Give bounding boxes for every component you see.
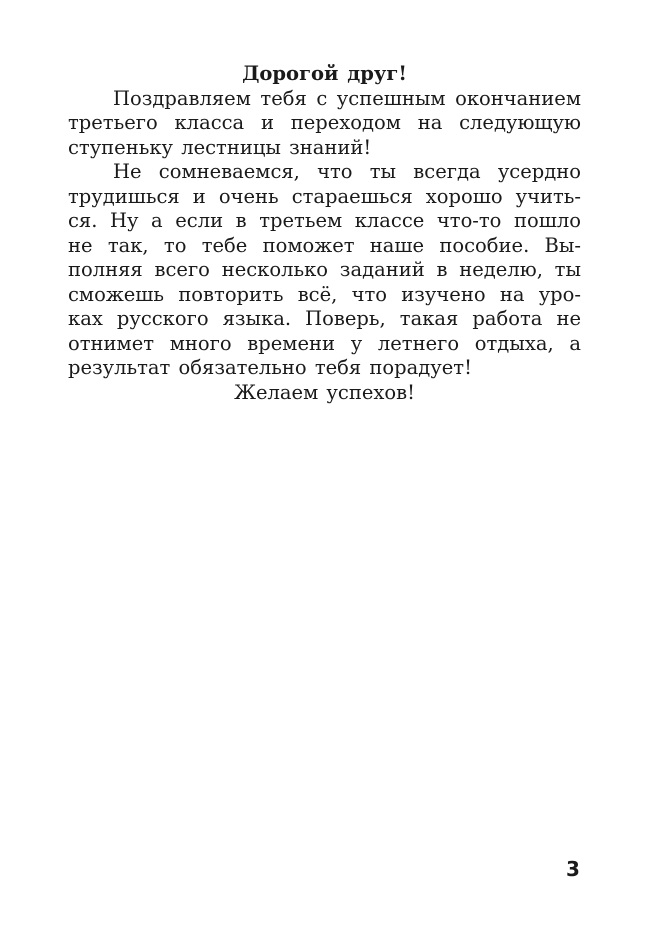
text-line: ступеньку лестницы знаний! — [68, 135, 372, 159]
letter-text — [68, 62, 581, 405]
text-line: не так, то тебе поможет наше пособие. Вы- — [68, 233, 581, 257]
text-line: сможешь повторить всё, что изучено на уро- — [68, 282, 581, 306]
text-line: ках русского языка. Поверь, такая работа не — [68, 307, 581, 330]
letter-title: Дорогой друг! — [242, 62, 407, 85]
text-line: ся. Ну а если в третьем классе что-то пошло — [68, 209, 581, 232]
text-line: Не сомневаемся, что ты всегда усердно — [113, 160, 581, 183]
text-line: отнимет много времени у летнего отдыха, а — [68, 331, 581, 355]
text-line: полняя всего несколько заданий в неделю, ты — [68, 258, 581, 281]
closing-line: Желаем успехов! — [234, 380, 415, 404]
text-line: результат обязательно тебя порадует! — [68, 356, 472, 379]
text-line: третьего класса и переходом на следующую — [68, 111, 581, 134]
text-line: трудишься и очень стараешься хорошо учить- — [68, 184, 581, 208]
text-line: Поздравляем тебя с успешным окончанием — [113, 86, 581, 110]
page-number: 3 — [566, 857, 580, 881]
